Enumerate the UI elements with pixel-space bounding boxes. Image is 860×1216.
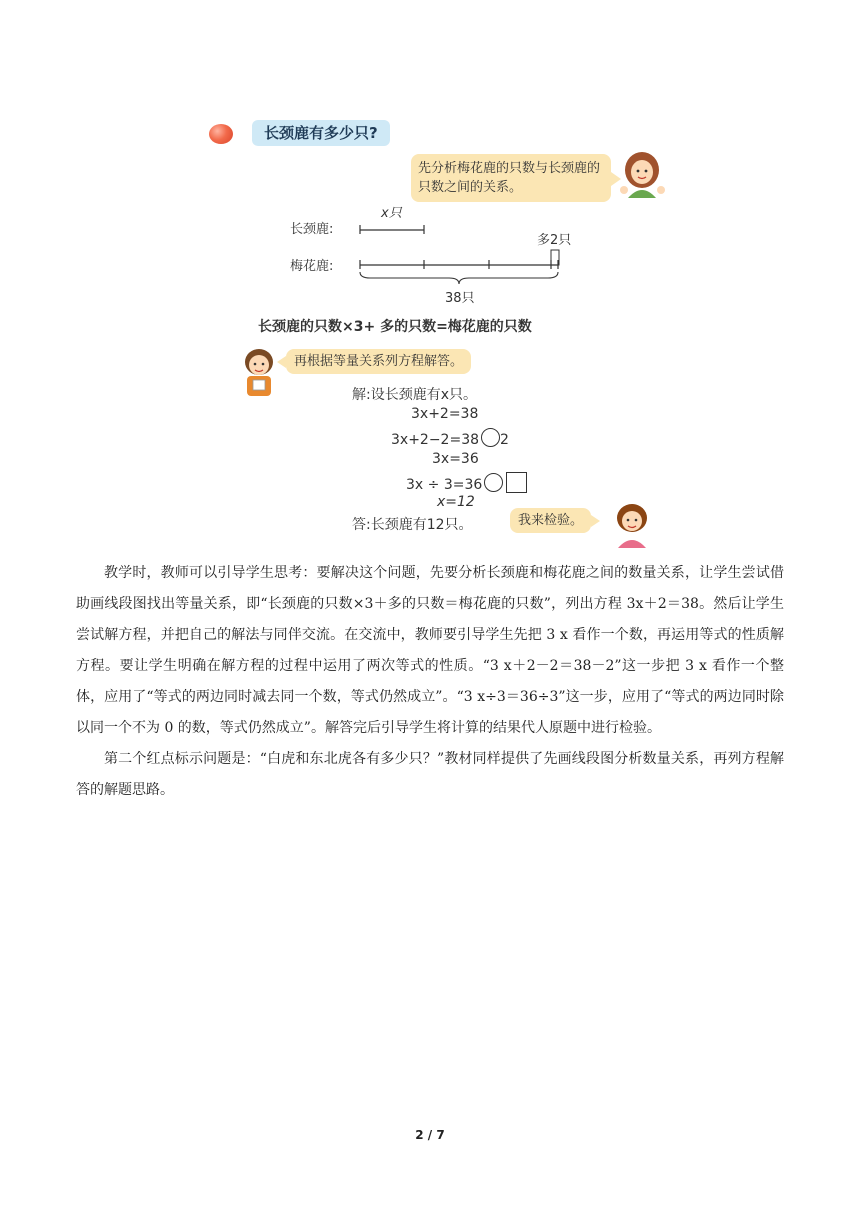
blank-circle-icon — [484, 473, 503, 492]
solution-step-4-text: 3x ÷ 3=36 — [406, 477, 483, 493]
solution-intro: 解:设长颈鹿有x只。 — [352, 387, 478, 403]
page-number: 2 / 7 — [415, 1128, 445, 1142]
solution-step-5: x=12 — [437, 494, 475, 510]
extra-label: 多2只 — [537, 233, 572, 248]
paragraph-teaching: 教学时，教师可以引导学生思考：要解决这个问题，先要分析长颈鹿和梅花鹿之间的数量关系，让学生尝试借助画线段图找出等量关系，即“长颈鹿的只数×3＋多的只数＝梅花鹿的只数”，列出方程 3x＋2＝38。然后让学生尝试解方程，并把自己的解法与同伴交流。在交流中，教师要引导学生先把 3 x 看作一个数，再运用等式的性质解方程。要让学生明确在解方程的过程中运用了两次等式的性质。“3 x＋2－2＝38－2”这一步把 3 x 看作一个整体，应用了“等式的两边同时减去同一个数，等式仍然成立”。“3 x÷3＝36÷3”这一步，应用了“等式的两边同时除以同一个不为 0 的数，等式仍然成立”。解答完后引导学生将计算的结果代人原题中进行检验。 — [76, 565, 784, 736]
giraffe-label: 长颈鹿: — [290, 222, 334, 237]
solution-step-1: 3x+2=38 — [411, 406, 479, 422]
boy-character-icon — [237, 346, 281, 398]
paragraph-second-problem: 第二个红点标示问题是：“白虎和东北虎各有多少只？”教材同样提供了先画线段图分析数量关系，再列方程解答的解题思路。 — [76, 751, 784, 798]
solution-step-3: 3x=36 — [432, 451, 479, 467]
deer-total-label: 38只 — [445, 291, 475, 306]
deer-label: 梅花鹿: — [290, 259, 334, 274]
solution-step-2-tail: 2 — [500, 432, 509, 448]
solution-step-2 — [391, 428, 509, 448]
red-dot-icon — [209, 124, 233, 144]
solution-step-4 — [406, 472, 527, 493]
problem-title: 长颈鹿有多少只? — [252, 120, 390, 146]
line-segment-diagram — [350, 220, 580, 290]
giraffe-segment-label: x只 — [381, 206, 402, 221]
equivalence-relation: 长颈鹿的只数×3+ 多的只数=梅花鹿的只数 — [258, 319, 532, 335]
speech-bubble-analyze: 先分析梅花鹿的只数与长颈鹿的只数之间的关系。 — [411, 154, 611, 202]
solution-step-2-text: 3x+2−2=38 — [391, 432, 480, 448]
girl-check-character-icon — [608, 500, 656, 548]
speech-bubble-equation: 再根据等量关系列方程解答。 — [286, 349, 471, 374]
girl-character-icon — [616, 148, 668, 198]
speech-bubble-check: 我来检验。 — [510, 508, 591, 533]
blank-circle-icon — [481, 428, 500, 447]
body-text — [76, 558, 784, 806]
blank-square-icon — [506, 472, 527, 493]
solution-answer: 答:长颈鹿有12只。 — [352, 517, 473, 533]
